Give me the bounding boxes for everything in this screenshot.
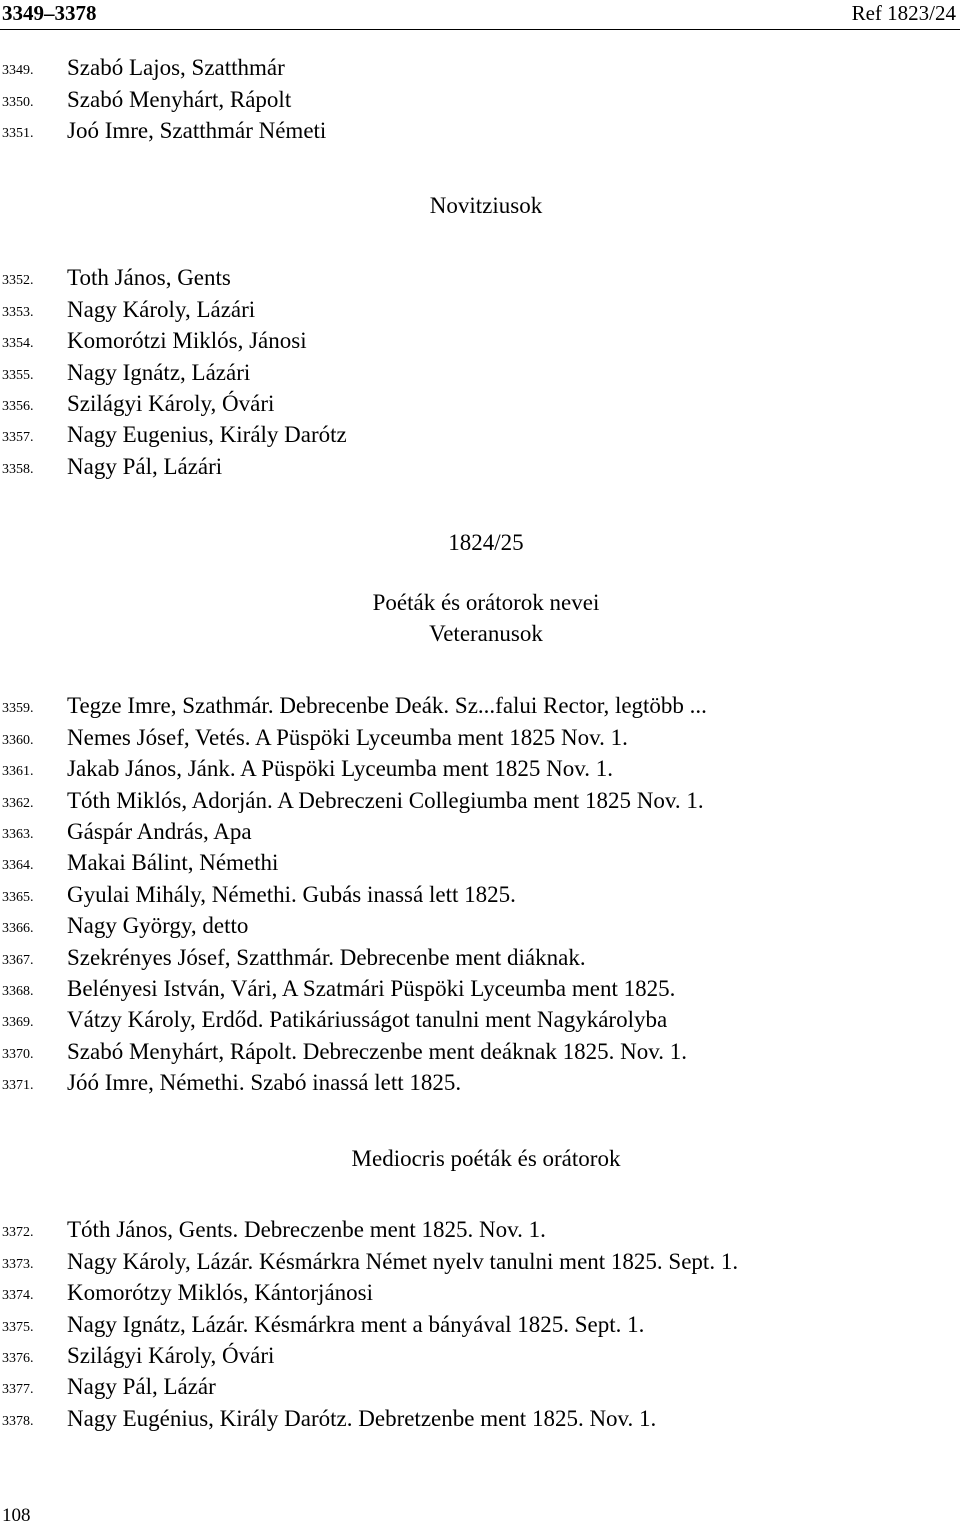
mediocris-list xyxy=(0,1215,960,1435)
list-item xyxy=(0,1341,960,1372)
entry-number: 3359. xyxy=(2,701,34,717)
entry-text: Szilágyi Károly, Óvári xyxy=(67,390,275,416)
list-item xyxy=(0,754,960,785)
list-item xyxy=(0,1036,960,1067)
entry-number: 3360. xyxy=(2,732,34,748)
entry-number: 3356. xyxy=(2,398,34,414)
list-item xyxy=(0,1278,960,1309)
entry-text: Szabó Menyhárt, Rápolt xyxy=(67,86,292,112)
entry-number: 3358. xyxy=(2,461,34,477)
list-item xyxy=(0,263,960,294)
entry-number: 3363. xyxy=(2,826,34,842)
entry-text: Szabó Lajos, Szatthmár xyxy=(67,55,285,81)
list-item xyxy=(0,1246,960,1277)
entry-text: Nagy Ignátz, Lázári xyxy=(67,359,251,385)
entry-text: Vátzy Károly, Erdőd. Patikáriusságot tanulni ment Nagykárolyba xyxy=(67,1007,668,1033)
page-header xyxy=(0,0,960,30)
list-item xyxy=(0,84,960,115)
entry-number: 3357. xyxy=(2,430,34,446)
section-heading-novitziusok: Novitziusok xyxy=(429,193,543,218)
entry-text: Nagy Károly, Lázár. Késmárkra Német nyelv tanulni ment 1825. Sept. 1. xyxy=(67,1248,739,1274)
entry-text: Belényesi István, Vári, A Szatmári Püspöki Lyceumba ment 1825. xyxy=(67,975,676,1001)
entry-text: Jakab János, Jánk. A Püspöki Lyceumba ment 1825 Nov. 1. xyxy=(67,756,613,782)
list-item xyxy=(0,691,960,722)
entry-number: 3353. xyxy=(2,304,34,320)
entry-text: Toth János, Gents xyxy=(67,265,231,291)
entry-text: Nagy Eugenius, Király Darótz xyxy=(67,422,347,448)
entry-text: Nagy Eugénius, Király Darótz. Debretzenbe ment 1825. Nov. 1. xyxy=(67,1405,657,1431)
entry-number: 3368. xyxy=(2,983,34,999)
entry-text: Gyulai Mihály, Némethi. Gubás inassá lett 1825. xyxy=(67,881,516,907)
list-item xyxy=(0,294,960,325)
entry-text: Komorótzi Miklós, Jánosi xyxy=(67,328,307,354)
entry-text: Makai Bálint, Némethi xyxy=(67,850,279,876)
list-item xyxy=(0,817,960,848)
entry-number: 3372. xyxy=(2,1225,34,1241)
list-item xyxy=(0,326,960,357)
year-heading: 1824/25 xyxy=(448,530,524,555)
list-item xyxy=(0,785,960,816)
list-item xyxy=(0,357,960,388)
list-item xyxy=(0,1372,960,1403)
section-heading-mediocris: Mediocris poéták és orátorok xyxy=(351,1146,621,1171)
entry-number: 3376. xyxy=(2,1350,34,1366)
entry-text: Nagy Károly, Lázári xyxy=(67,296,256,322)
list-item xyxy=(0,1403,960,1434)
entry-range: 3349–3378 xyxy=(2,1,97,25)
entry-text: Joó Imre, Szatthmár Németi xyxy=(67,118,327,144)
entry-text: Nagy György, detto xyxy=(67,913,249,939)
entry-number: 3349. xyxy=(2,63,34,79)
list-item xyxy=(0,1068,960,1099)
entry-text: Tóth János, Gents. Debreczenbe ment 1825. Nov. 1. xyxy=(67,1217,546,1243)
entry-number: 3352. xyxy=(2,273,34,289)
list-item xyxy=(0,420,960,451)
entry-number: 3362. xyxy=(2,795,34,811)
entry-number: 3366. xyxy=(2,921,34,937)
list-item xyxy=(0,879,960,910)
entry-number: 3369. xyxy=(2,1015,34,1031)
list-item xyxy=(0,1309,960,1340)
top-entry-list xyxy=(0,53,960,147)
reference-label: Ref 1823/24 xyxy=(851,1,956,25)
list-item xyxy=(0,53,960,84)
entry-text: Nemes Jósef, Vetés. A Püspöki Lyceumba ment 1825 Nov. 1. xyxy=(67,724,628,750)
entry-text: Tegze Imre, Szathmár. Debrecenbe Deák. Sz...falui Rector, legtöbb ... xyxy=(67,693,707,719)
entry-text: Gáspár András, Apa xyxy=(67,818,252,844)
list-item xyxy=(0,389,960,420)
entry-number: 3377. xyxy=(2,1382,34,1398)
entry-number: 3373. xyxy=(2,1256,34,1272)
entry-number: 3378. xyxy=(2,1413,34,1429)
novitziusok-list xyxy=(0,263,960,483)
list-item xyxy=(0,722,960,753)
list-item xyxy=(0,1005,960,1036)
page-number: 108 xyxy=(2,1505,31,1526)
entry-text: Nagy Pál, Lázár xyxy=(67,1374,216,1400)
entry-number: 3370. xyxy=(2,1046,34,1062)
entry-text: Nagy Ignátz, Lázár. Késmárkra ment a bányával 1825. Sept. 1. xyxy=(67,1311,645,1337)
entry-number: 3367. xyxy=(2,952,34,968)
entry-number: 3364. xyxy=(2,858,34,874)
entry-number: 3374. xyxy=(2,1288,34,1304)
entry-text: Tóth Miklós, Adorján. A Debreczeni Collegiumba ment 1825 Nov. 1. xyxy=(67,787,704,813)
entry-number: 3354. xyxy=(2,336,34,352)
entry-text: Szilágyi Károly, Óvári xyxy=(67,1342,275,1368)
entry-number: 3371. xyxy=(2,1078,34,1094)
section-heading-poetak: Poéták és orátorok nevei xyxy=(372,590,600,615)
entry-text: Komorótzy Miklós, Kántorjánosi xyxy=(67,1280,373,1306)
list-item xyxy=(0,848,960,879)
entry-number: 3361. xyxy=(2,764,34,780)
list-item xyxy=(0,451,960,482)
section-heading-veteranusok: Veteranusok xyxy=(429,621,543,646)
entry-text: Szabó Menyhárt, Rápolt. Debreczenbe ment deáknak 1825. Nov. 1. xyxy=(67,1038,687,1064)
entry-number: 3350. xyxy=(2,94,34,110)
entry-number: 3365. xyxy=(2,889,34,905)
list-item xyxy=(0,974,960,1005)
entry-text: Szekrényes Jósef, Szatthmár. Debrecenbe ment diáknak. xyxy=(67,944,586,970)
entry-text: Nagy Pál, Lázári xyxy=(67,453,223,479)
list-item xyxy=(0,911,960,942)
list-item xyxy=(0,942,960,973)
entry-number: 3355. xyxy=(2,367,34,383)
list-item xyxy=(0,1215,960,1246)
list-item xyxy=(0,116,960,147)
entry-number: 3375. xyxy=(2,1319,34,1335)
veteranusok-list xyxy=(0,691,960,1099)
entry-number: 3351. xyxy=(2,126,34,142)
entry-text: Jóó Imre, Némethi. Szabó inassá lett 1825. xyxy=(67,1070,462,1096)
